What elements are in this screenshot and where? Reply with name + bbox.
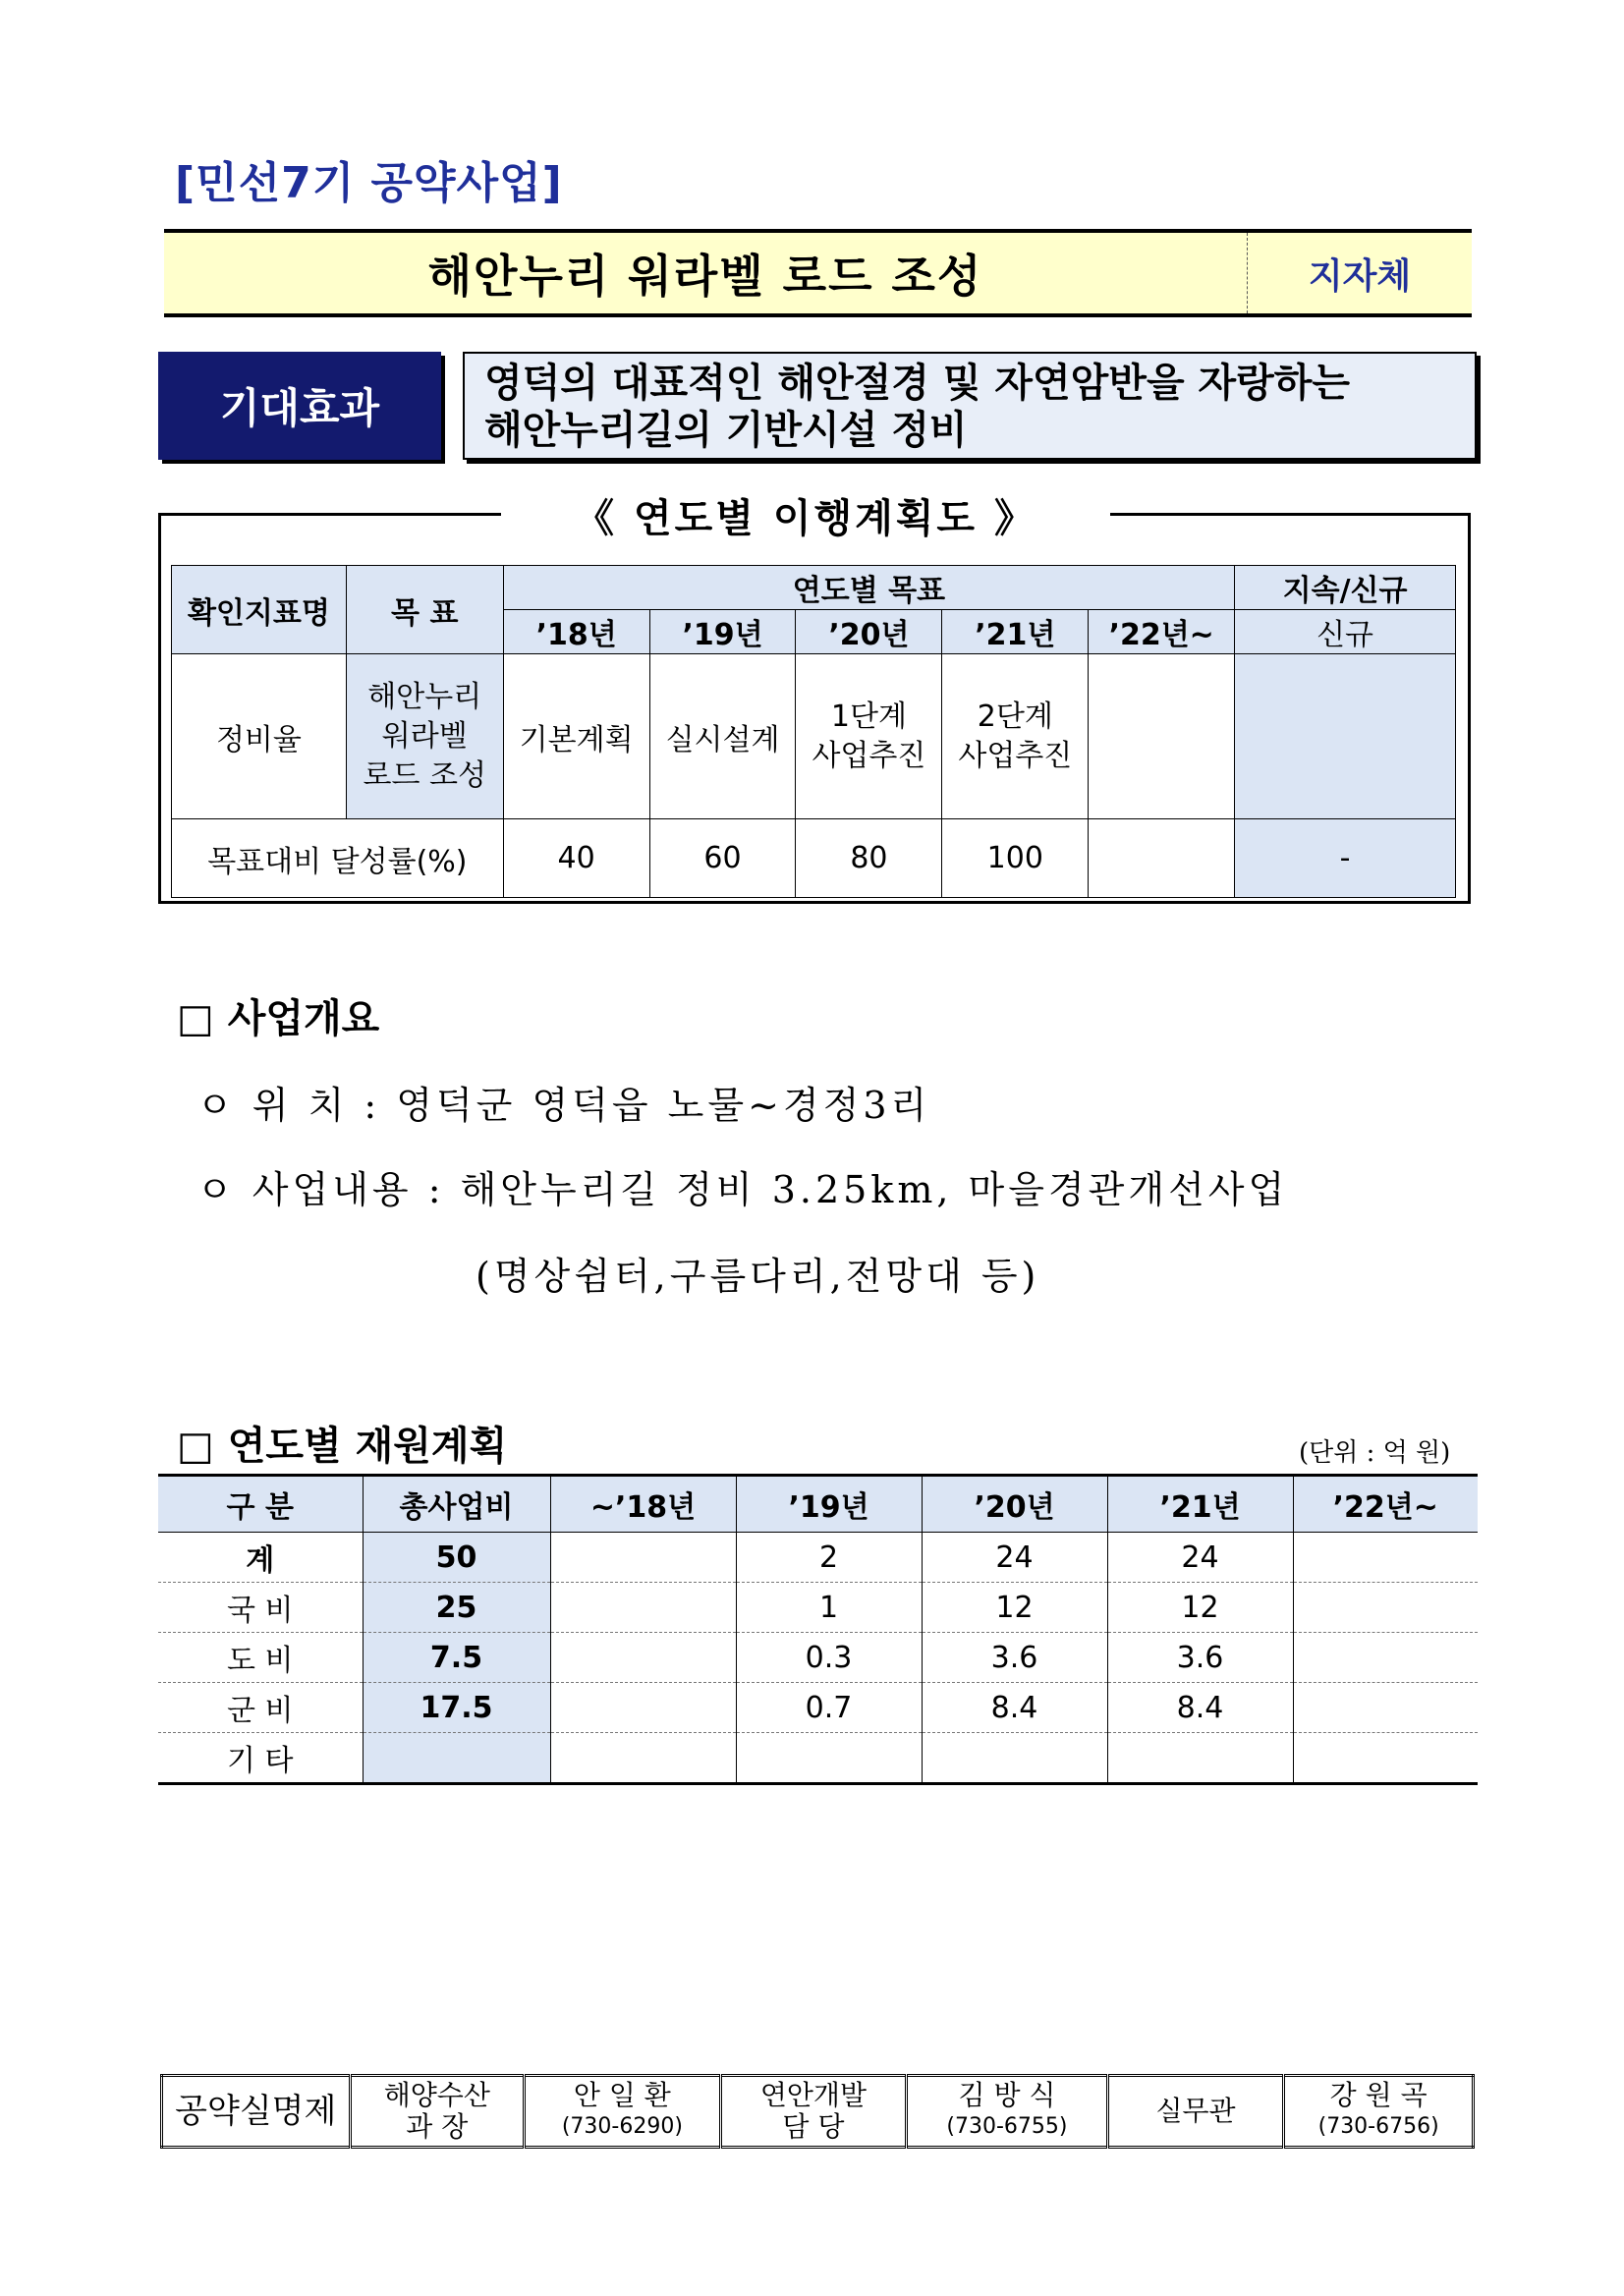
fund-y21: 3.6 bbox=[1107, 1633, 1293, 1683]
footer-name-2: 김 방 식 bbox=[958, 2079, 1056, 2111]
overview-content: ㅇ 사업내용 : 해안누리길 정비 3.25km, 마을경관개선사업 bbox=[196, 1168, 1289, 1211]
header-year-19: ’19년 bbox=[649, 610, 796, 654]
fund-total bbox=[363, 1733, 550, 1784]
fund-row-province bbox=[158, 1633, 1478, 1683]
project-title: 해안누리 워라벨 로드 조성 bbox=[427, 250, 983, 303]
row1-y18: 기본계획 bbox=[503, 654, 649, 819]
fund-y22 bbox=[1293, 1583, 1478, 1633]
fund-y19: 0.3 bbox=[736, 1633, 922, 1683]
footer-cell-3 bbox=[720, 2076, 907, 2148]
footer-cell-1 bbox=[350, 2076, 525, 2148]
fund-y21: 12 bbox=[1107, 1583, 1293, 1633]
footer-name-1: 안 일 환 bbox=[573, 2079, 671, 2111]
fund-col-20: ’20년 bbox=[922, 1476, 1107, 1533]
pledge-tag: [민선7기 공약사업] bbox=[175, 158, 563, 208]
fund-y18 bbox=[550, 1633, 736, 1683]
footer-tel-2: (730-6755) bbox=[946, 2114, 1068, 2139]
header-year-20: ’20년 bbox=[796, 610, 942, 654]
header-yearly: 연도별 목표 bbox=[503, 566, 1234, 610]
fund-row-sum bbox=[158, 1533, 1478, 1583]
fund-total: 17.5 bbox=[363, 1683, 550, 1733]
fund-total: 25 bbox=[363, 1583, 550, 1633]
funding-heading: □ 연도별 재원계획 bbox=[177, 1424, 508, 1469]
fund-label: 계 bbox=[158, 1533, 363, 1583]
row1-indicator: 정비율 bbox=[172, 654, 347, 819]
fund-row-national bbox=[158, 1583, 1478, 1633]
fund-col-18: ~’18년 bbox=[550, 1476, 736, 1533]
row1-y20-line-2: 사업추진 bbox=[812, 738, 926, 773]
fund-label: 군 비 bbox=[158, 1683, 363, 1733]
footer-name-3: 강 원 곡 bbox=[1329, 2079, 1428, 2111]
fund-label: 기 타 bbox=[158, 1733, 363, 1784]
row2-label: 목표대비 달성률(%) bbox=[172, 819, 504, 898]
fund-row-other bbox=[158, 1733, 1478, 1784]
row2-y21: 100 bbox=[942, 819, 1089, 898]
overview-location: ㅇ 위 치 : 영덕군 영덕읍 노물~경정3리 bbox=[196, 1084, 931, 1127]
fund-y21: 8.4 bbox=[1107, 1683, 1293, 1733]
header-year-22: ’22년~ bbox=[1089, 610, 1235, 654]
footer-label: 공약실명제 bbox=[175, 2092, 337, 2131]
header-goal: 목 표 bbox=[346, 566, 503, 654]
row1-goal-line-3: 로드 조성 bbox=[363, 757, 486, 793]
row1-goal-line-2: 워라벨 bbox=[381, 718, 468, 754]
row1-y19: 실시설계 bbox=[649, 654, 796, 819]
effect-line-2: 해안누리길의 기반시설 정비 bbox=[484, 408, 968, 453]
header-indicator: 확인지표명 bbox=[172, 566, 347, 654]
fund-y19: 1 bbox=[736, 1583, 922, 1633]
fund-y21 bbox=[1107, 1733, 1293, 1784]
footer-cell-3-line-2: 담 당 bbox=[782, 2110, 845, 2143]
row1-status bbox=[1235, 654, 1456, 819]
row2-y22 bbox=[1089, 819, 1235, 898]
plan-table bbox=[171, 565, 1456, 898]
fund-label: 국 비 bbox=[158, 1583, 363, 1633]
footer-cell-1-line-2: 과 장 bbox=[406, 2110, 469, 2143]
row1-goal bbox=[346, 654, 503, 819]
funding-unit: (단위 : 억 원) bbox=[1299, 1438, 1451, 1468]
fund-y22 bbox=[1293, 1733, 1478, 1784]
header-status: 지속/신규 bbox=[1235, 566, 1456, 610]
fund-col-22: ’22년~ bbox=[1293, 1476, 1478, 1533]
footer-cell-2 bbox=[525, 2076, 721, 2148]
row1-y20-line-1: 1단계 bbox=[830, 699, 907, 734]
fund-total: 7.5 bbox=[363, 1633, 550, 1683]
fund-y18 bbox=[550, 1683, 736, 1733]
fund-col-category: 구 분 bbox=[158, 1476, 363, 1533]
header-year-18: ’18년 bbox=[503, 610, 649, 654]
fund-y20: 3.6 bbox=[922, 1633, 1107, 1683]
effect-line-1: 영덕의 대표적인 해안절경 및 자연암반을 자랑하는 bbox=[484, 361, 1351, 406]
row2-y18: 40 bbox=[503, 819, 649, 898]
fund-col-total: 총사업비 bbox=[363, 1476, 550, 1533]
row2-y19: 60 bbox=[649, 819, 796, 898]
fund-y22 bbox=[1293, 1683, 1478, 1733]
funding-table bbox=[158, 1474, 1478, 1785]
fund-y19 bbox=[736, 1733, 922, 1784]
header-year-21: ’21년 bbox=[942, 610, 1089, 654]
fund-y20: 8.4 bbox=[922, 1683, 1107, 1733]
responsibility-table bbox=[160, 2074, 1475, 2149]
overview-heading: □ 사업개요 bbox=[177, 996, 380, 1041]
row1-y21-line-1: 2단계 bbox=[977, 699, 1053, 734]
fund-col-19: ’19년 bbox=[736, 1476, 922, 1533]
status-value: 신규 bbox=[1235, 610, 1456, 654]
effect-label: 기대효과 bbox=[158, 352, 441, 460]
row2-status: - bbox=[1235, 819, 1456, 898]
title-box bbox=[164, 229, 1472, 317]
row1-y21-line-2: 사업추진 bbox=[958, 738, 1073, 773]
footer-cell-1-line-1: 해양수산 bbox=[383, 2079, 490, 2111]
row1-y20 bbox=[796, 654, 942, 819]
fund-y21: 24 bbox=[1107, 1533, 1293, 1583]
footer-cell-3-line-1: 연안개발 bbox=[759, 2079, 868, 2111]
fund-y22 bbox=[1293, 1533, 1478, 1583]
fund-y19: 2 bbox=[736, 1533, 922, 1583]
fund-y18 bbox=[550, 1583, 736, 1633]
fund-y18 bbox=[550, 1733, 736, 1784]
project-owner: 지자체 bbox=[1247, 233, 1472, 313]
overview-content-sub: (명상쉼터,구름다리,전망대 등) bbox=[476, 1255, 1040, 1298]
footer-cell-4 bbox=[907, 2076, 1108, 2148]
fund-y20: 24 bbox=[922, 1533, 1107, 1583]
footer-cell-6 bbox=[1284, 2076, 1474, 2148]
row1-goal-line-1: 해안누리 bbox=[367, 679, 482, 714]
fund-label: 도 비 bbox=[158, 1633, 363, 1683]
row1-y21 bbox=[942, 654, 1089, 819]
footer-tel-1: (730-6290) bbox=[561, 2114, 683, 2139]
fund-y19: 0.7 bbox=[736, 1683, 922, 1733]
row2-y20: 80 bbox=[796, 819, 942, 898]
footer-cell-5: 실무관 bbox=[1107, 2076, 1284, 2148]
plan-title: 《 연도별 이행계획도 》 bbox=[501, 487, 1110, 543]
footer-tel-3: (730-6756) bbox=[1317, 2114, 1439, 2139]
fund-y22 bbox=[1293, 1633, 1478, 1683]
effect-box bbox=[463, 352, 1477, 460]
fund-y20 bbox=[922, 1733, 1107, 1784]
fund-col-21: ’21년 bbox=[1107, 1476, 1293, 1533]
fund-y20: 12 bbox=[922, 1583, 1107, 1633]
row1-y22 bbox=[1089, 654, 1235, 819]
fund-total: 50 bbox=[363, 1533, 550, 1583]
fund-y18 bbox=[550, 1533, 736, 1583]
fund-row-county bbox=[158, 1683, 1478, 1733]
